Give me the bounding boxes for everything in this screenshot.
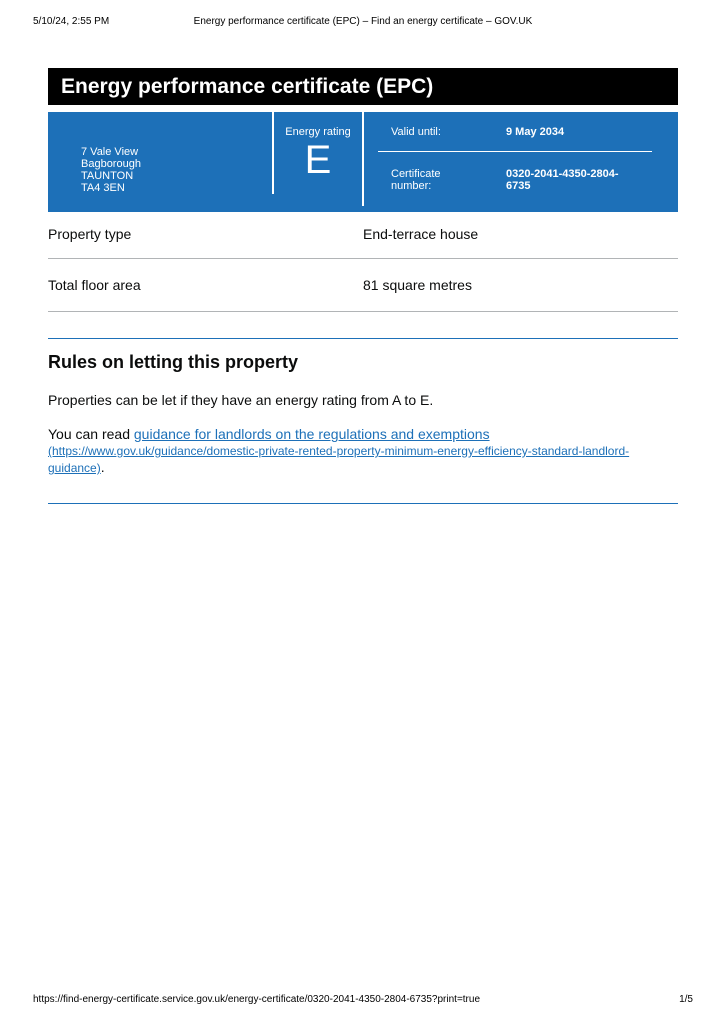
print-url: https://find-energy-certificate.service.gov.uk/energy-certificate/0320-2041-4350-2804-6735?print=true	[33, 994, 481, 1005]
print-timestamp: 5/10/24, 2:55 PM	[33, 16, 110, 27]
panel-divider	[378, 151, 652, 152]
energy-rating-value: E	[304, 138, 332, 182]
section-heading: Rules on letting this property	[48, 352, 299, 372]
panel-divider	[362, 112, 364, 206]
guidance-url-link[interactable]: (https://www.gov.uk/guidance/domestic-private-rented-property-minimum-energy-efficiency-standard-landlord-guidance)	[48, 444, 630, 475]
property-address	[81, 146, 141, 194]
summary-value: 81 square metres	[363, 277, 472, 293]
certificate-number-value: 0320-2041-4350-2804-6735	[506, 168, 619, 192]
valid-until-value: 9 May 2034	[506, 126, 565, 138]
certificate-number-label: Certificate number:	[391, 168, 441, 192]
summary-row	[48, 259, 678, 312]
rules-paragraph: Properties can be let if they have an energy rating from A to E.	[48, 392, 434, 408]
guidance-prefix: You can read	[48, 426, 134, 442]
energy-rating-label: Energy rating	[285, 126, 351, 138]
guidance-link[interactable]: guidance for landlords on the regulations and exemptions	[133, 426, 490, 442]
page-title: Energy performance certificate (EPC)	[48, 68, 678, 105]
summary-key: Total floor area	[48, 277, 141, 293]
summary-row	[48, 212, 678, 259]
section-divider	[48, 338, 678, 339]
address-line: 7 Vale View	[81, 146, 139, 158]
guidance-paragraph	[48, 426, 648, 476]
epc-summary-panel	[48, 112, 678, 212]
page-number: 1/5	[679, 994, 693, 1005]
summary-value: End-terrace house	[363, 226, 479, 242]
address-line: Bagborough	[81, 158, 141, 170]
summary-key: Property type	[48, 226, 132, 242]
print-page-title: Energy performance certificate (EPC) – Find an energy certificate – GOV.UK	[193, 16, 533, 27]
guidance-suffix: .	[100, 459, 105, 475]
address-line: TA4 3EN	[81, 182, 125, 194]
address-line: TAUNTON	[81, 170, 134, 182]
section-divider	[48, 503, 678, 504]
valid-until-label: Valid until:	[391, 126, 441, 138]
